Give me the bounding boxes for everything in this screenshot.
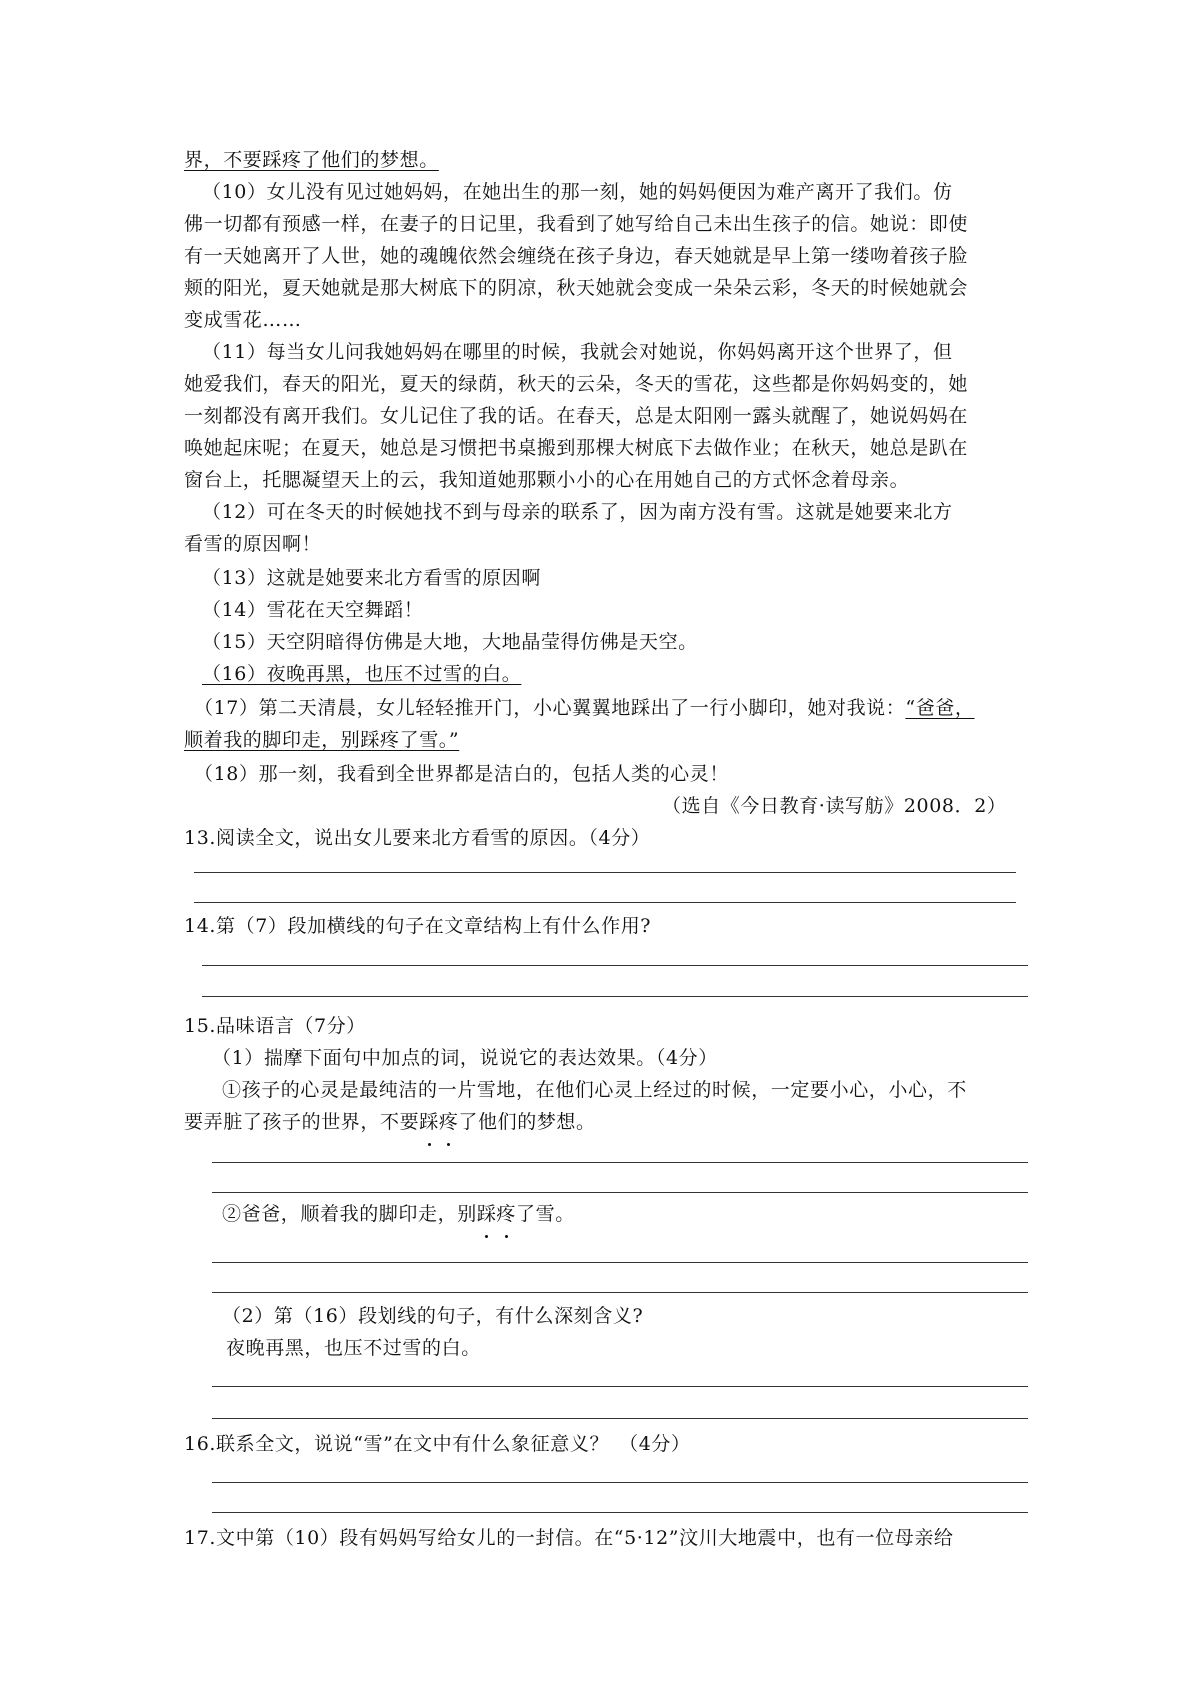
answer-line <box>212 1262 1028 1263</box>
paragraph-16: （16）夜晚再黑，也压不过雪的白。 <box>202 663 522 685</box>
question-15: 15.品味语言（7分） <box>184 1015 366 1037</box>
answer-line <box>212 1292 1028 1293</box>
sentence-text: 了雪。 <box>516 1203 575 1225</box>
paragraph-10-line: 颊的阳光，夏天她就是那大树底下的阴凉，秋天她就会变成一朵朵云彩，冬天的时候她就会 <box>184 277 969 299</box>
dotted-word: 疼 <box>496 1198 516 1230</box>
question-15-part-1: （1）揣摩下面句中加点的词，说说它的表达效果。（4分） <box>212 1047 718 1069</box>
question-17: 17.文中第（10）段有妈妈写给女儿的一封信。在“5·12”汶川大地震中，也有一位母亲给 <box>184 1527 954 1549</box>
answer-line <box>212 1418 1028 1419</box>
paragraph-12-line: 看雪的原因啊！ <box>184 533 322 555</box>
paragraph-10-line: 变成雪花…… <box>184 309 302 331</box>
question-15-sentence-1-cont <box>184 1106 596 1138</box>
answer-line <box>202 996 1028 997</box>
answer-line <box>212 1482 1028 1483</box>
source-citation: （选自《今日教育·读写舫》2008．2） <box>662 795 1007 817</box>
paragraph-18: （18）那一刻，我看到全世界都是洁白的，包括人类的心灵！ <box>194 763 729 785</box>
question-15-part-2: （2）第（16）段划线的句子，有什么深刻含义? <box>222 1305 644 1327</box>
paragraph-17-line: 顺着我的脚印走，别踩疼了雪。” <box>184 729 460 751</box>
paragraph-17-line <box>194 692 975 724</box>
paragraph-11-line: 一刻都没有离开我们。女儿记住了我的话。在春天，总是太阳刚一露头就醒了，她说妈妈在 <box>184 405 969 427</box>
dotted-word: 踩 <box>419 1106 439 1138</box>
paragraph-13: （13）这就是她要来北方看雪的原因啊 <box>202 567 541 589</box>
question-15-sentence-1: ①孩子的心灵是最纯洁的一片雪地，在他们心灵上经过的时候，一定要小心，小心，不 <box>222 1079 967 1101</box>
question-16: 16.联系全文，说说“雪”在文中有什么象征意义？ （4分） <box>184 1433 691 1455</box>
paragraph-12-line: （12）可在冬天的时候她找不到与母亲的联系了，因为南方没有雪。这就是她要来北方 <box>202 501 953 523</box>
sentence-text: ②爸爸，顺着我的脚印走，别 <box>222 1203 477 1225</box>
answer-line <box>194 872 1016 873</box>
paragraph-11-line: （11）每当女儿问我她妈妈在哪里的时候，我就会对她说，你妈妈离开这个世界了，但 <box>202 341 953 363</box>
paragraph-9-tail: 界，不要踩疼了他们的梦想。 <box>184 149 439 171</box>
paragraph-11-line: 窗台上，托腮凝望天上的云，我知道她那颗小小的心在用她自己的方式怀念着母亲。 <box>184 469 910 491</box>
dotted-word: 疼 <box>439 1106 459 1138</box>
question-13: 13.阅读全文，说出女儿要来北方看雪的原因。（4分） <box>184 827 651 849</box>
answer-line <box>202 965 1028 966</box>
dotted-word: 踩 <box>477 1198 497 1230</box>
paragraph-17-text: （17）第二天清晨，女儿轻轻推开门，小心翼翼地踩出了一行小脚印，她对我说： <box>194 697 906 719</box>
question-15-part-2-quote: 夜晚再黑，也压不过雪的白。 <box>226 1337 481 1359</box>
sentence-text: 要弄脏了孩子的世界，不要 <box>184 1111 420 1133</box>
paragraph-14: （14）雪花在天空舞蹈！ <box>202 599 424 621</box>
question-14: 14.第（7）段加横线的句子在文章结构上有什么作用? <box>184 915 652 937</box>
paragraph-10-line: 佛一切都有预感一样，在妻子的日记里，我看到了她写给自己未出生孩子的信。她说：即使 <box>184 213 969 235</box>
answer-line <box>212 1162 1028 1163</box>
answer-line <box>212 1512 1028 1513</box>
paragraph-11-line: 唤她起床呢；在夏天，她总是习惯把书桌搬到那棵大树底下去做作业；在秋天，她总是趴在 <box>184 437 969 459</box>
answer-line <box>212 1386 1028 1387</box>
paragraph-15: （15）天空阴暗得仿佛是大地，大地晶莹得仿佛是天空。 <box>202 631 698 653</box>
question-15-sentence-2 <box>222 1198 575 1230</box>
paragraph-10-line: （10）女儿没有见过她妈妈，在她出生的那一刻，她的妈妈便因为难产离开了我们。仿 <box>202 181 953 203</box>
paragraph-11-line: 她爱我们，春天的阳光，夏天的绿荫，秋天的云朵，冬天的雪花，这些都是你妈妈变的，她 <box>184 373 969 395</box>
paragraph-17-quote: “爸爸， <box>905 697 975 719</box>
paragraph-10-line: 有一天她离开了人世，她的魂魄依然会缠绕在孩子身边，春天她就是早上第一缕吻着孩子脸 <box>184 245 969 267</box>
answer-line <box>194 902 1016 903</box>
answer-line <box>212 1192 1028 1193</box>
sentence-text: 了他们的梦想。 <box>458 1111 596 1133</box>
